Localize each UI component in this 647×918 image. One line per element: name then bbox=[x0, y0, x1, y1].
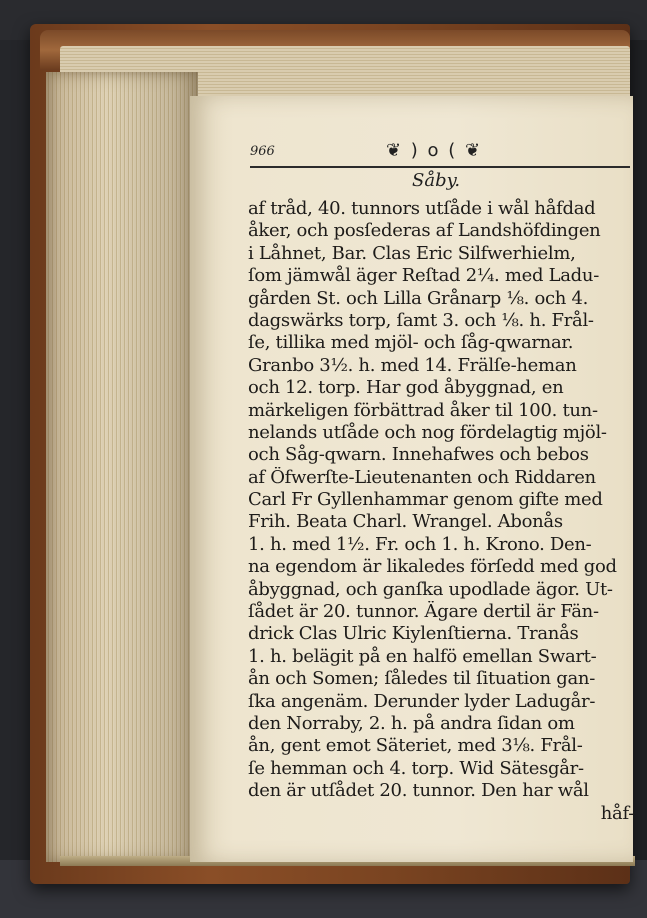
text-line: drick Clas Ulric Kiylenſtierna. Tranås bbox=[248, 623, 579, 645]
text-line: ſom jämwål äger Reſtad 2¼. med Ladu- bbox=[248, 265, 599, 287]
body-text bbox=[248, 198, 634, 825]
text-line: gården St. och Lilla Grånarp ⅛. och 4. bbox=[248, 287, 589, 309]
text-line: nelands utſåde och nog fördelagtig mjöl- bbox=[248, 421, 607, 443]
text-line: den Norraby, 2. h. på andra ſidan om bbox=[248, 712, 575, 734]
text-line: af Öfwerſte-Lieutenanten och Riddaren bbox=[248, 466, 596, 488]
text-line: ån, gent emot Säteriet, med 3⅛. Frål- bbox=[248, 735, 583, 757]
catchword: håf- bbox=[600, 802, 634, 824]
text-line: märkeligen förbättrad åker til 100. tun- bbox=[248, 399, 598, 421]
running-header bbox=[250, 138, 630, 164]
text-line: och 12. torp. Har god åbyggnad, en bbox=[248, 377, 564, 399]
header-rule bbox=[250, 166, 630, 168]
text-line: ån och Somen; ſåledes til ſituation gan- bbox=[248, 668, 595, 690]
text-line: na egendom är likaledes förſedd med god bbox=[248, 556, 617, 578]
text-line: ſe, tillika med mjöl- och ſåg-qwarnar. bbox=[248, 332, 574, 354]
text-line: den är utſådet 20. tunnor. Den har wål bbox=[248, 780, 589, 802]
text-line: Granbo 3½. h. med 14. Frälſe-heman bbox=[248, 354, 577, 376]
text-line: af tråd, 40. tunnors utſåde i wål håfdad bbox=[248, 198, 596, 219]
header-ornament: ❦ ) o ( ❦ bbox=[386, 140, 483, 161]
text-line: och Såg-qwarn. Innehafwes och bebos bbox=[248, 444, 589, 466]
text-line: i Låhnet, Bar. Clas Eric Silfwerhielm, bbox=[248, 242, 576, 264]
text-line: dagswärks torp, ſamt 3. och ⅛. h. Frål- bbox=[248, 309, 594, 331]
page-number: 966 bbox=[250, 144, 275, 159]
text-line: ſe hemman och 4. torp. Wid Sätesgår- bbox=[248, 757, 584, 779]
section-title: Såby. bbox=[412, 170, 461, 191]
text-line: ſka angenäm. Derunder lyder Ladugår- bbox=[248, 690, 596, 712]
text-line: åker, och posſederas af Landshöfdingen bbox=[248, 220, 601, 242]
text-line: 1. h. belägit på en halfö emellan Swart- bbox=[248, 645, 597, 667]
text-line: ſådet är 20. tunnor. Ägare dertil är Fän- bbox=[248, 601, 599, 623]
text-line: åbyggnad, och ganſka upodlade ägor. Ut- bbox=[248, 578, 613, 600]
page-block-fore-edge bbox=[46, 72, 198, 862]
text-line: 1. h. med 1½. Fr. och 1. h. Krono. Den- bbox=[248, 533, 592, 555]
text-line: Frih. Beata Charl. Wrangel. Abonås bbox=[248, 511, 563, 533]
text-line: Carl Fr Gyllenhammar genom gifte med bbox=[248, 489, 603, 511]
